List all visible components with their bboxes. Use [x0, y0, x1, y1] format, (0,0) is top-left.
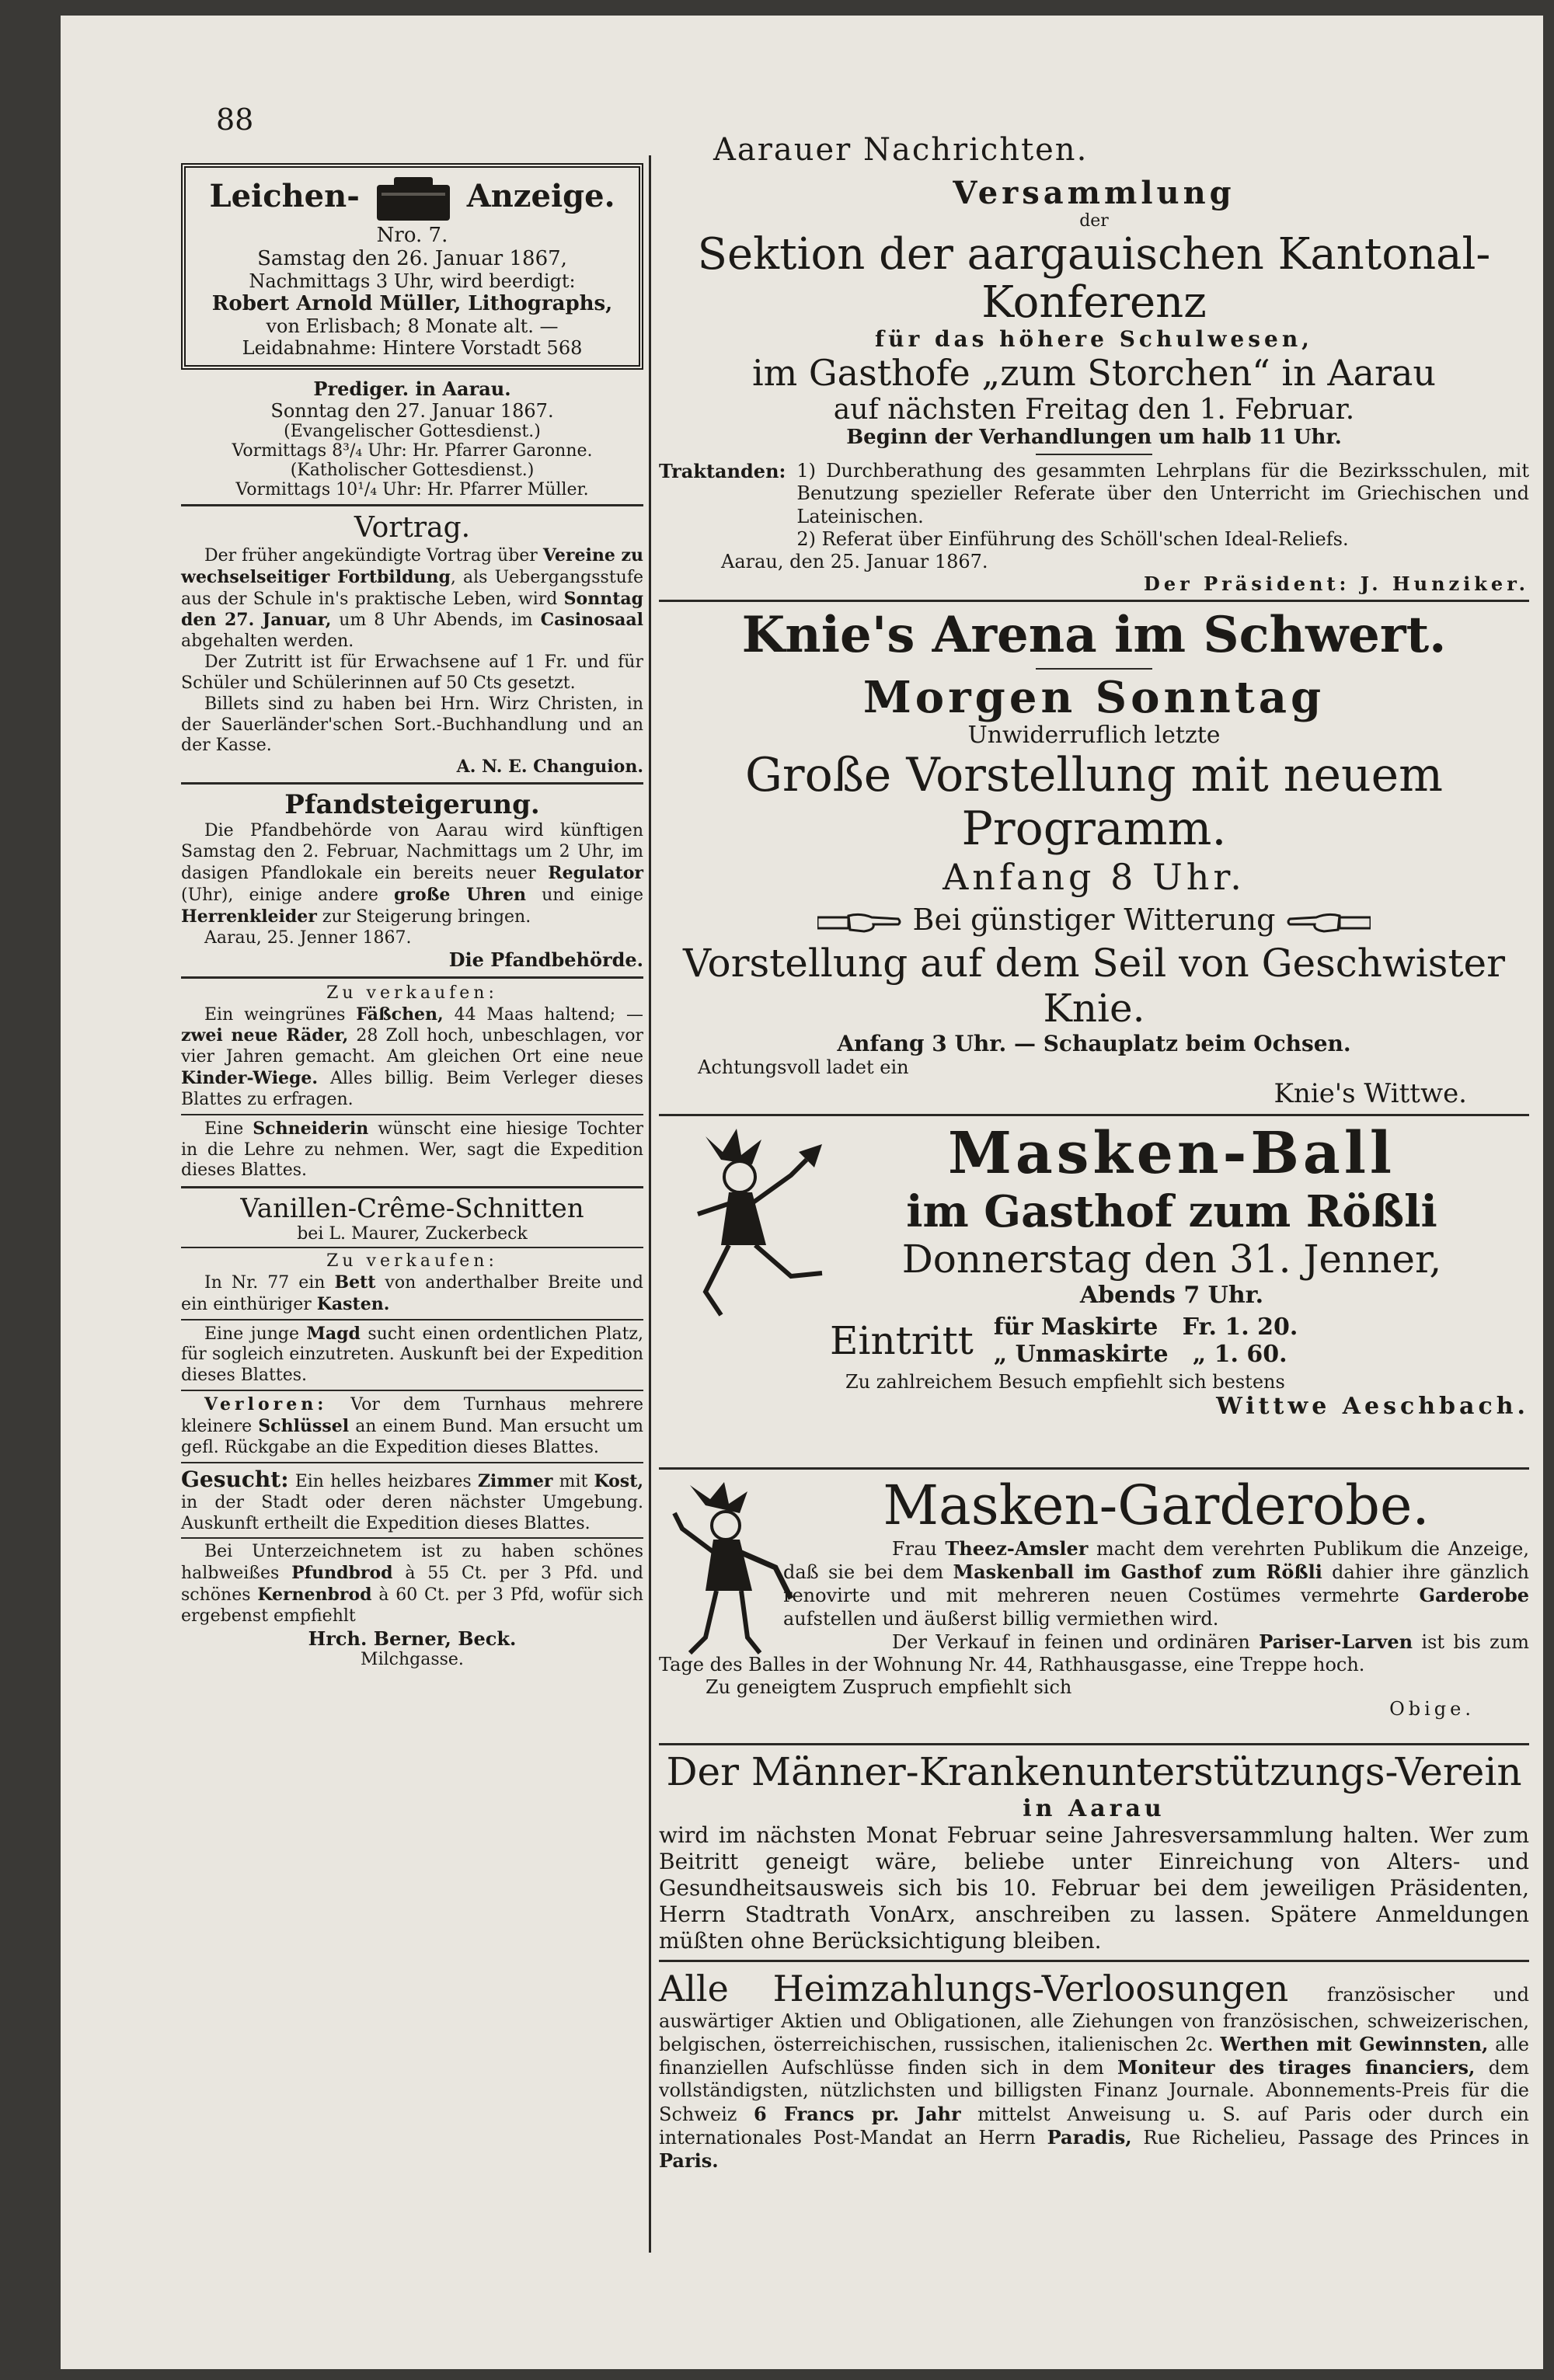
costume-body4: Maskenball im Gasthof zum Rößli — [953, 1561, 1322, 1583]
bread-body1: Bei Unterzeichnetem ist zu haben schönes halbweißes — [181, 1542, 643, 1584]
divider — [659, 1960, 1529, 1962]
page-number: 88 — [216, 103, 254, 137]
pawn-date: Aarau, 25. Jenner 1867. — [204, 927, 412, 948]
pawn-title: Pfandsteigerung. — [284, 789, 540, 821]
pawn-body7: zur Steigerung bringen. — [316, 906, 531, 927]
ball-line2: Donnerstag den 31. Jenner, — [901, 1236, 1442, 1282]
lost-body1: Vor dem Turnhaus mehrere kleinere — [181, 1395, 643, 1436]
for-sale2-body4: Kasten. — [316, 1293, 390, 1314]
pointing-hand-right-icon — [817, 903, 912, 937]
vanilla-notice — [181, 1193, 643, 1244]
divider — [181, 1537, 643, 1539]
lottery-body4: Moniteur des tirages financiers, — [1117, 2056, 1476, 2079]
divider — [659, 600, 1529, 602]
pawn-body5: und einige — [525, 885, 643, 905]
ball-line4: Zu zahlreichem Besuch empfiehlt sich bestens — [845, 1371, 1285, 1394]
costume-jester-illustration — [667, 1482, 807, 1672]
seamstress-body1: Eine — [204, 1119, 244, 1139]
death-number: Nro. 7. — [376, 224, 448, 247]
wanted-body1: Ein helles heizbares — [288, 1471, 472, 1491]
bread-body2: Pfundbrod — [291, 1563, 393, 1584]
assembly-line3: im Gasthofe „zum Storchen“ in Aarau — [751, 352, 1437, 395]
lottery-notice — [659, 1967, 1529, 2173]
wanted-body3: mit — [552, 1471, 588, 1491]
lottery-body5: dem vollständigsten, nützlichsten und billigsten Finanz Journale. Abonnements-Preis für die Schweiz — [659, 2057, 1529, 2125]
lecture-body1: Der früher angekündigte Vortrag über — [204, 545, 538, 565]
arena-signer: Knie's Wittwe. — [1274, 1078, 1467, 1110]
lecture-body2: Vereine zu wechselseitiger Fortbildung — [181, 545, 643, 587]
arena-line5: Bei günstiger Witterung — [912, 903, 1276, 938]
newspaper-page — [61, 16, 1543, 2369]
lost-body3: an einem Bund. Man ersucht um gefl. Rückgabe an die Expedition dieses Blattes. — [181, 1416, 643, 1457]
aid-society-notice — [659, 1750, 1529, 1954]
for-sale1-body3: 44 Maas haltend; — — [443, 1004, 643, 1025]
costume-body1: Frau — [892, 1537, 937, 1560]
lecture-signature: A. N. E. Changuion. — [456, 757, 643, 778]
left-column — [181, 140, 643, 1671]
pawn-body3: (Uhr), einige andere — [181, 885, 378, 905]
assembly-date: Aarau, den 25. Januar 1867. — [721, 551, 988, 573]
lecture-body3: , als Uebergangsstufe aus der Schule in's praktische Leben, wird — [181, 567, 644, 609]
costume-body10: ist bis zum Tage des Balles in der Wohnung Nr. 44, Rathhausgasse, eine Treppe hoch. — [659, 1630, 1529, 1676]
divider — [181, 1247, 643, 1248]
costume-signer: Obige. — [1389, 1698, 1475, 1721]
wanted-notice — [181, 1467, 643, 1535]
traktanden-label: Traktanden: — [659, 460, 786, 483]
lecture-body8: Der Zutritt ist für Erwachsene auf 1 Fr. und für Schüler und Schülerinnen auf 50 Cts gesetzt. — [181, 652, 643, 693]
costume-body8: Der Verkauf in feinen und ordinären — [892, 1630, 1250, 1653]
lecture-body6: Casinosaal — [540, 610, 643, 631]
costume-body9: Pariser-Larven — [1259, 1630, 1413, 1653]
ball-eintritt: Eintritt — [830, 1318, 974, 1364]
lottery-body10: Paris. — [659, 2149, 719, 2173]
assembly-title: Versammlung — [953, 175, 1235, 211]
masked-ball-notice — [659, 1121, 1529, 1463]
ball-price1-label: für Maskirte — [993, 1314, 1159, 1341]
lottery-body6: 6 Francs pr. Jahr — [754, 2102, 961, 2125]
arena-line1: Morgen Sonntag — [862, 671, 1326, 723]
divider — [181, 1390, 643, 1391]
costume-body6: Garderobe — [1419, 1584, 1529, 1607]
wanted-body4: Kost, — [594, 1470, 644, 1491]
for-sale2-body2: Bett — [334, 1272, 376, 1293]
death-line5: Leidabnahme: Hintere Vorstadt 568 — [242, 337, 583, 359]
assembly-line1: Sektion der aargauischen Kantonal-Konferenz — [697, 229, 1491, 328]
for-sale1-body7: Alles billig. Beim Verleger dieses Blattes zu erfragen. — [181, 1069, 643, 1109]
lecture-title: Vortrag. — [354, 512, 471, 544]
bread-signature: Hrch. Berner, Beck. — [308, 1627, 517, 1650]
death-notice — [181, 163, 643, 370]
seamstress-body2: Schneiderin — [253, 1118, 369, 1139]
wanted-label: Gesucht: — [181, 1466, 289, 1492]
vanilla-title: Vanillen-Crême-Schnitten — [240, 1193, 584, 1225]
sermon-service1: (Evangelischer Gottesdienst.) — [284, 422, 541, 441]
bread-body5: à 60 Ct. per 3 Pfd, wofür sich ergebenst empfiehlt — [181, 1585, 643, 1626]
divider — [181, 1462, 643, 1463]
costume-body2: Theez-Amsler — [945, 1536, 1089, 1560]
newspaper-title: Aarauer Nachrichten. — [713, 132, 1089, 168]
for-sale1-body6: Kinder-Wiege. — [181, 1068, 319, 1089]
costume-title: Masken-Garderobe. — [883, 1474, 1430, 1538]
costume-body3: macht dem verehrten Publikum die Anzeige, daß sie bei dem — [783, 1537, 1529, 1583]
pointing-hand-left-icon — [1285, 903, 1371, 937]
death-line4: von Erlisbach; 8 Monate alt. — — [266, 315, 559, 337]
assembly-line5: Beginn der Verhandlungen um halb 11 Uhr. — [846, 426, 1342, 450]
divider — [181, 1186, 643, 1188]
divider — [181, 1319, 643, 1320]
bread-body4: Kernenbrod — [257, 1585, 372, 1606]
assembly-line4: auf nächsten Freitag den 1. Februar. — [833, 394, 1355, 426]
lottery-body2: Werthen mit Gewinnsten, — [1220, 2032, 1489, 2055]
ball-signer: Wittwe Aeschbach. — [1216, 1393, 1529, 1421]
pawn-body4: große Uhren — [394, 884, 526, 905]
aid-body: wird im nächsten Monat Februar seine Jahresversammlung halten. Wer zum Beitritt geneigt wäre, beliebe unter Einreichung von Alters- und Gesundheitsausweis sich bis 10. Februar bei dem jeweiligen Präsidenten, Herrn Stadtrath VonArx, anschreiben zu lassen. Spätere Anmeldungen müßten ohne Berücksichtigung bleiben. — [659, 1822, 1529, 1954]
for-sale2-body1: In Nr. 77 ein — [204, 1273, 326, 1293]
lottery-body1: französischer und auswärtiger Aktien und Obligationen, alle Ziehungen von französischen, schweizerischen, belgischen, österreichischen, russischen, italienischen 2c. — [659, 1983, 1529, 2055]
seamstress-body3: wünscht eine hiesige Tochter in die Lehre zu nehmen. Wer, sagt die Expedition dieses Blattes. — [181, 1119, 643, 1181]
maid-body3: sucht einen ordentlichen Platz, für sogleich einzutreten. Auskunft bei der Expedition dieses Blattes. — [181, 1324, 643, 1386]
for-sale-notice-2 — [181, 1251, 643, 1315]
costume-body5: dahier ihre gänzlich renovirte und mit mehreren neuen Costümes vermehrte — [783, 1561, 1529, 1607]
ball-price2-label: „ Unmaskirte — [993, 1341, 1169, 1369]
for-sale-title-1: Zu verkaufen: — [326, 983, 498, 1003]
arena-title: Knie's Arena im Schwert. — [741, 606, 1447, 665]
ball-title: Masken-Ball — [947, 1120, 1396, 1188]
right-column — [659, 175, 1529, 2173]
ball-line1: im Gasthof zum Rößli — [906, 1186, 1437, 1238]
lecture-body7: abgehalten werden. — [181, 632, 354, 652]
for-sale-notice-1 — [181, 983, 643, 1111]
lottery-body3: alle finanziellen Aufschlüsse finden sich in dem — [659, 2033, 1529, 2079]
arena-notice — [659, 608, 1529, 1109]
arena-line8: Achtungsvoll ladet ein — [698, 1056, 909, 1079]
assembly-line2: für das höhere Schulwesen, — [875, 326, 1313, 353]
assembly-der: der — [1079, 211, 1109, 231]
aid-title: Der Männer-Krankenunterstützungs-Verein — [666, 1749, 1522, 1795]
lecture-body9: Billets sind zu haben bei Hrn. Wirz Christen, in der Sauerländer'schen Sort.-Buchhandlung und an der Kasse. — [181, 694, 643, 756]
sermon-time2: Vormittags 10¹/₄ Uhr: Hr. Pfarrer Müller. — [235, 480, 589, 499]
arena-line7: Anfang 3 Uhr. — Schauplatz beim Ochsen. — [837, 1031, 1351, 1057]
arena-line6: Vorstellung auf dem Seil von Geschwister Knie. — [682, 941, 1506, 1031]
death-notice-title — [195, 174, 629, 224]
assembly-item1: 1) Durchberathung des gesammten Lehrplans für die Bezirksschulen, mit Benutzung spezieller Referate über den Unterricht im Griechischen und Lateinischen. — [796, 460, 1529, 527]
pawn-body2: Regulator — [548, 863, 643, 884]
divider — [659, 1743, 1529, 1745]
pawn-notice — [181, 789, 643, 972]
maid-body1: Eine junge — [204, 1324, 300, 1344]
maid-body2: Magd — [306, 1323, 361, 1344]
divider — [659, 1114, 1529, 1116]
divider — [181, 504, 643, 506]
lost-label: Verloren: — [204, 1394, 328, 1415]
costume-notice — [659, 1474, 1529, 1738]
assembly-signer: Der Präsident: J. Hunziker. — [1144, 572, 1529, 596]
wanted-body2: Zimmer — [477, 1470, 553, 1491]
seamstress-notice — [181, 1119, 643, 1181]
sermon-date: Sonntag den 27. Januar 1867. — [270, 400, 554, 422]
costume-body7: aufstellen und äußerst billig vermiethen wird. — [783, 1607, 1219, 1630]
ball-line3: Abends 7 Uhr. — [1079, 1282, 1264, 1310]
bread-address: Milchgasse. — [361, 1650, 464, 1670]
arena-line2: Unwiderruflich letzte — [967, 722, 1221, 750]
death-line3: Robert Arnold Müller, Lithographs, — [211, 292, 613, 315]
lottery-body7: mittelst Anweisung u. S. auf Paris oder durch ein internationales Post-Mandat an Herrn — [659, 2103, 1529, 2149]
coffin-icon — [371, 178, 467, 214]
vanilla-line: bei L. Maurer, Zuckerbeck — [297, 1224, 528, 1244]
lecture-body5: um 8 Uhr Abends, im — [331, 611, 533, 631]
bread-notice — [181, 1542, 643, 1670]
assembly-notice — [659, 175, 1529, 595]
death-title-left: Leichen- — [209, 178, 360, 214]
sermon-time1: Vormittags 8³/₄ Uhr: Hr. Pfarrer Garonne. — [232, 441, 593, 461]
lecture-body4: Sonntag den 27. Januar, — [181, 588, 643, 631]
lost-body2: Schlüssel — [258, 1415, 350, 1436]
pawn-signature: Die Pfandbehörde. — [448, 948, 643, 972]
sermon-notice — [181, 378, 643, 499]
ball-price1: Fr. 1. 20. — [1182, 1314, 1298, 1341]
sermon-title: Prediger. in Aarau. — [313, 378, 511, 400]
divider — [1036, 454, 1152, 455]
for-sale1-body5: 28 Zoll hoch, unbeschlagen, vor vier Jahren gemacht. Am gleichen Ort eine neue — [181, 1026, 643, 1067]
lecture-notice — [181, 511, 643, 778]
lost-notice — [181, 1394, 643, 1458]
death-line1: Samstag den 26. Januar 1867, — [257, 247, 567, 270]
for-sale1-body2: Fäßchen, — [356, 1004, 444, 1025]
for-sale1-body4: zwei neue Räder, — [181, 1025, 349, 1046]
maid-notice — [181, 1324, 643, 1387]
for-sale2-body3: von anderthalber Breite und ein einthüriger — [181, 1273, 643, 1314]
for-sale-title-2: Zu verkaufen: — [326, 1251, 498, 1272]
pawn-body1: Die Pfandbehörde von Aarau wird künftigen Samstag den 2. Februar, Nachmittags um 2 Uhr, im dasigen Pfandlokale ein bereits neuer — [181, 821, 643, 884]
column-divider — [649, 155, 651, 2253]
aid-subtitle: in Aarau — [1023, 1794, 1166, 1822]
lottery-title: Alle Heimzahlungs-Verloosungen — [659, 1967, 1289, 2009]
assembly-item2: 2) Referat über Einführung des Schöll'schen Ideal-Reliefs. — [796, 527, 1349, 550]
divider — [181, 782, 643, 785]
sermon-service2: (Katholischer Gottesdienst.) — [290, 461, 535, 480]
costume-body11: Zu geneigtem Zuspruch empfiehlt sich — [706, 1676, 1072, 1699]
divider — [1036, 668, 1152, 670]
arena-line3: Große Vorstellung mit neuem Programm. — [744, 748, 1444, 857]
divider — [659, 1467, 1529, 1470]
death-title-right: Anzeige. — [466, 178, 615, 214]
divider — [181, 1114, 643, 1115]
wanted-body5: in der Stadt oder deren nächster Umgebung. Auskunft ertheilt die Expedition dieses Blattes. — [181, 1492, 643, 1533]
for-sale1-body1: Ein weingrünes — [204, 1004, 346, 1025]
pawn-body6: Herrenkleider — [181, 906, 317, 927]
death-line2: Nachmittags 3 Uhr, wird beerdigt: — [249, 270, 576, 292]
divider — [181, 976, 643, 979]
arena-line4: Anfang 8 Uhr. — [943, 856, 1246, 899]
lottery-body8: Paradis, — [1047, 2125, 1132, 2149]
lottery-body9: Rue Richelieu, Passage des Princes in — [1131, 2126, 1529, 2149]
bread-body3: à 55 Ct. per 3 Pfd. und schönes — [181, 1564, 643, 1606]
ball-price2: „ 1. 60. — [1192, 1341, 1287, 1369]
jester-illustration — [674, 1129, 830, 1326]
